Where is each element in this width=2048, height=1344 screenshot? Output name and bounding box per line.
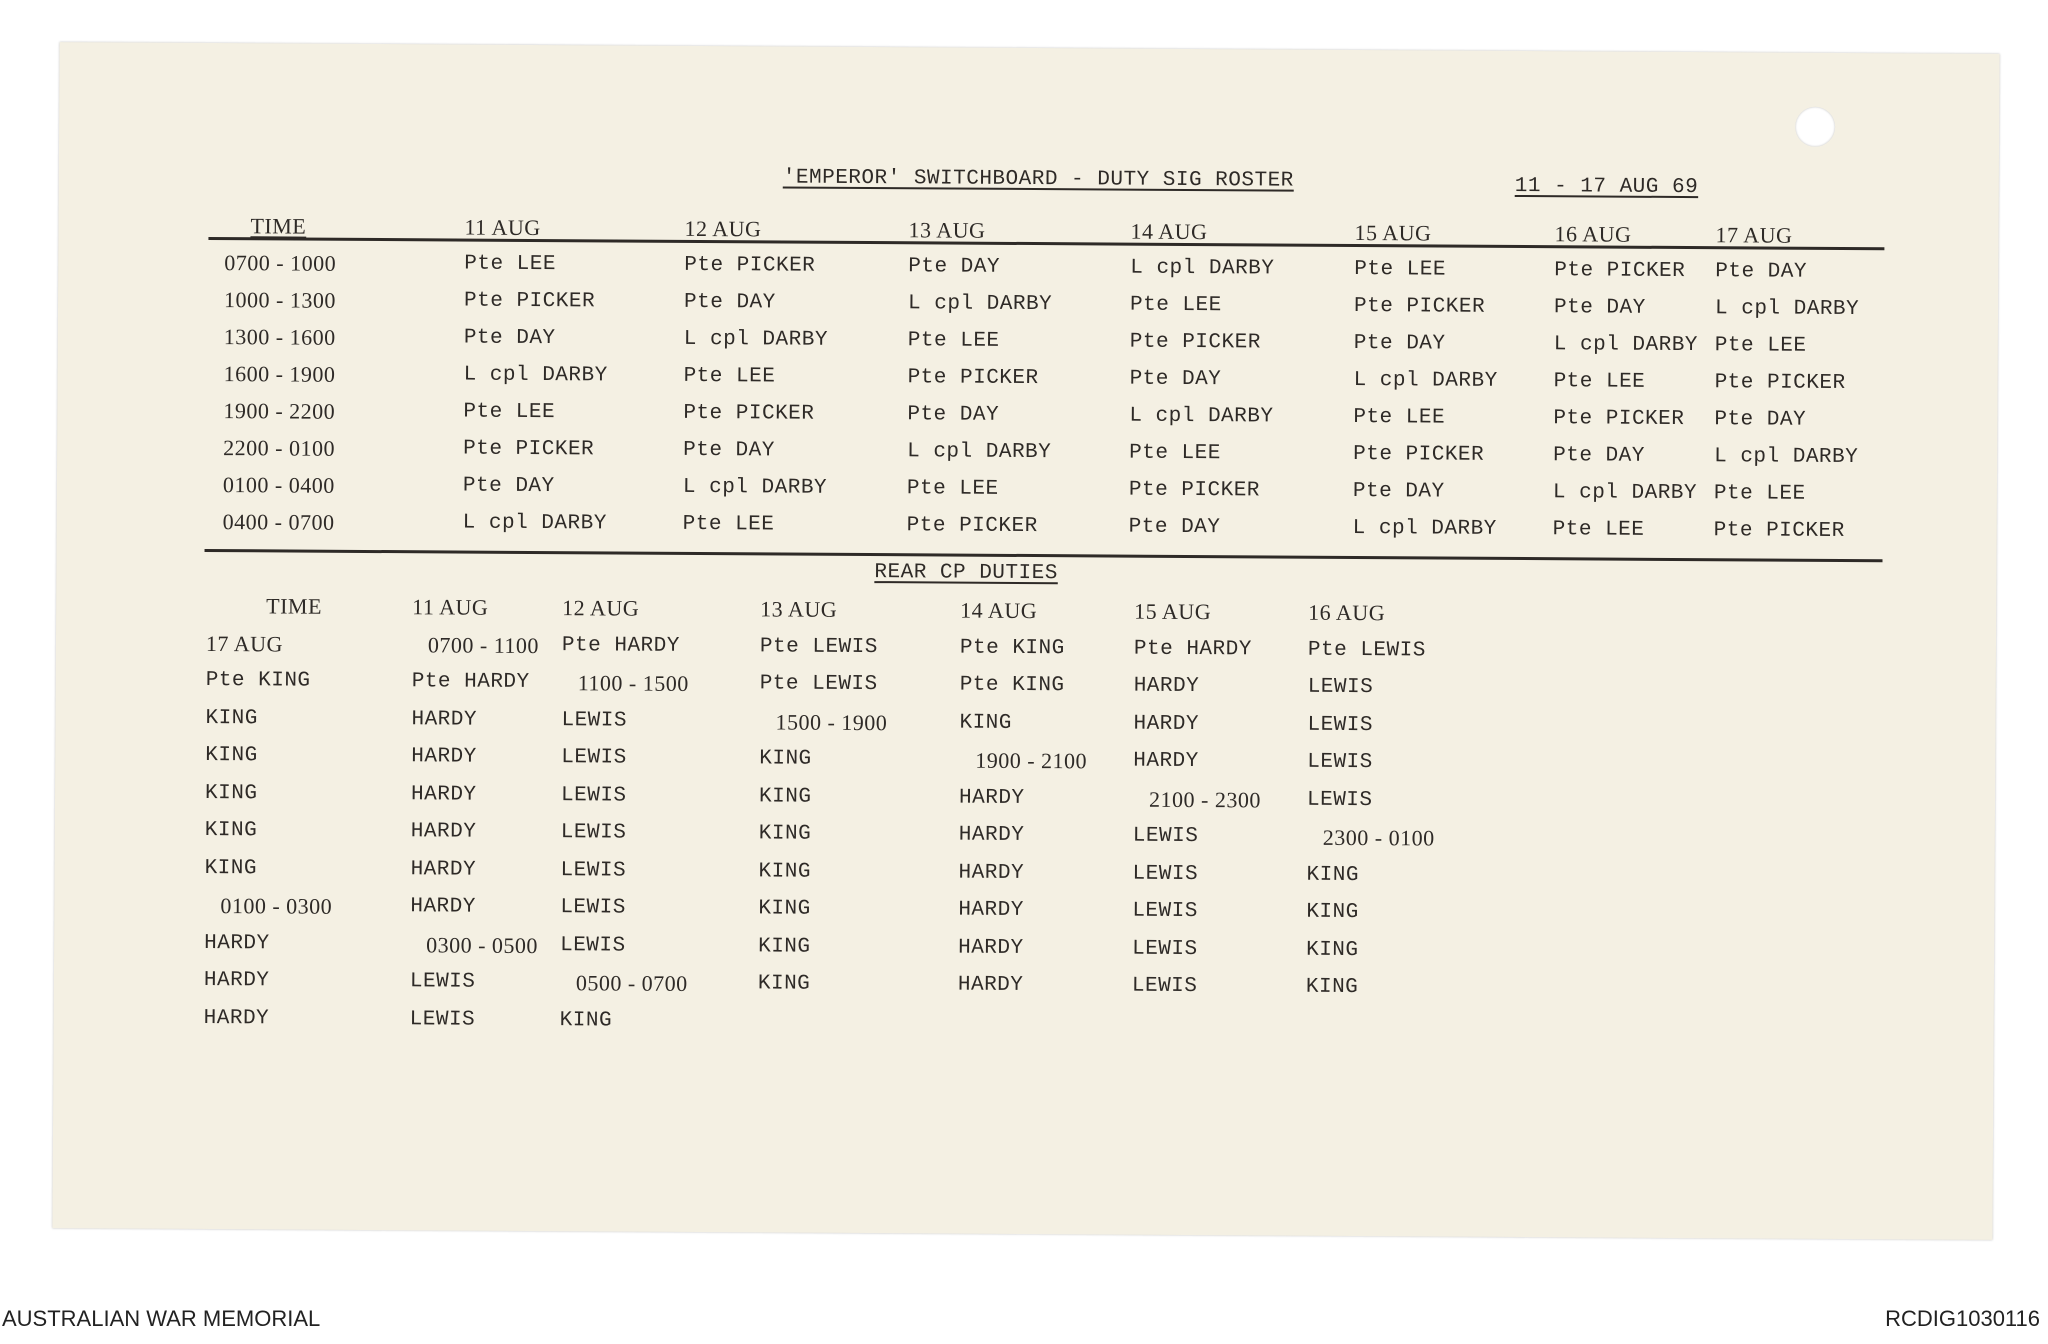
rear-cp-table [204,587,1483,1045]
date-column-header: 13 AUG [908,217,986,243]
rear-cp-title: REAR CP DUTIES [874,561,1058,586]
roster-row-time: 1300 - 1600 [223,324,336,350]
document-page [52,42,1999,1240]
roster-row-cell: Pte PICKER [684,253,816,278]
rear-cp-row-cell: LEWIS [1131,974,1198,999]
roster-row-time: 1900 - 2200 [223,398,336,424]
time-column-header: TIME [250,213,307,239]
rear-cp-row-cell: KING [204,781,258,805]
roster-row-cell: Pte LEE [1713,482,1806,506]
roster-row-cell: Pte LEE [1129,293,1222,318]
date-column-header: 17 AUG [205,630,284,656]
roster-row-time: 2200 - 0100 [223,435,336,461]
roster-row-cell: Pte PICKER [463,289,596,314]
rear-cp-row-cell: LEWIS [560,933,626,958]
date-column-header: 12 AUG [684,215,762,242]
roster-row-cell: Pte DAY [683,290,776,315]
roster-row-cell: L cpl DARBY [1130,256,1275,281]
roster-row-cell: Pte PICKER [683,401,815,426]
roster-row-cell: Pte DAY [1714,408,1807,432]
punch-hole [1795,107,1835,147]
date-column-header: 11 AUG [412,594,489,620]
roster-row-cell: Pte DAY [1128,515,1221,540]
roster-row-cell: L cpl DARBY [1714,297,1860,322]
roster-row-cell: L cpl DARBY [682,475,828,500]
rear-cp-row-cell: HARDY [958,936,1024,960]
roster-row-time: 1000 - 1300 [223,287,336,313]
roster-row-cell: Pte LEE [1354,257,1447,282]
rear-cp-row-time: 0500 - 0700 [575,970,688,996]
roster-row-cell: Pte PICKER [1353,442,1485,467]
rear-cp-row-time: 0700 - 1100 [427,631,540,658]
rear-cp-row-cell: KING [205,706,259,730]
roster-row-cell: Pte LEE [463,400,556,425]
roster-row-cell: Pte DAY [462,474,555,499]
rear-cp-row-cell: KING [758,859,812,884]
rear-cp-row-cell: HARDY [411,745,477,769]
date-column-header: 13 AUG [760,596,838,622]
rear-cp-row-cell: LEWIS [409,1007,476,1032]
roster-row-cell: Pte PICKER [463,437,595,462]
roster-row-cell: L cpl DARBY [1129,404,1274,429]
rear-cp-row-time: 2300 - 0100 [1322,824,1435,851]
roster-row-cell: Pte DAY [463,326,556,351]
document-title: 'EMPEROR' SWITCHBOARD - DUTY SIG ROSTER [782,166,1294,193]
rear-cp-row-cell: LEWIS [1307,675,1374,700]
roster-row-cell: L cpl DARBY [683,327,829,352]
rear-cp-row-cell: KING [759,747,812,771]
roster-row-cell: Pte LEE [682,512,775,537]
date-column-header: 16 AUG [1554,221,1632,247]
roster-row-cell: L cpl DARBY [1552,481,1698,506]
rear-cp-row-cell: KING [1306,938,1359,962]
rear-cp-row-cell: HARDY [1133,712,1200,736]
rear-cp-row-cell: Pte HARDY [411,670,530,694]
rear-cp-row-cell: HARDY [958,786,1025,810]
date-column-header: 15 AUG [1354,219,1432,246]
roster-row-cell: Pte PICKER [1713,519,1845,543]
roster-row-cell: L cpl DARBY [907,440,1052,465]
roster-row-cell: Pte PICKER [907,366,1039,391]
rear-cp-row-cell: LEWIS [1307,713,1374,737]
roster-row-cell: Pte LEE [907,329,1000,353]
rear-cp-row-cell: LEWIS [561,746,627,770]
rear-cp-row-cell: HARDY [204,931,270,955]
rear-cp-row-cell: Pte HARDY [561,633,680,658]
rear-cp-row-cell: HARDY [958,861,1025,885]
date-column-header: 17 AUG [1715,222,1793,248]
roster-row-time: 0700 - 1000 [224,250,337,276]
rear-cp-row-time: 1500 - 1900 [775,708,888,735]
rear-cp-row-cell: Pte LEWIS [759,634,878,659]
date-column-header: 15 AUG [1134,598,1212,625]
rear-cp-row-cell: KING [204,818,258,843]
rear-cp-row-cell: Pte LEWIS [1307,638,1426,662]
rear-cp-row-cell: LEWIS [560,783,627,808]
rear-cp-row-time: 0100 - 0300 [220,893,333,919]
date-column-header: 12 AUG [562,595,640,621]
roster-row-cell: Pte DAY [683,438,775,463]
roster-row-cell: Pte LEE [906,477,999,501]
rear-cp-row-cell: HARDY [958,898,1024,922]
rear-cp-row-cell: KING [758,784,812,809]
rear-cp-row-cell: KING [758,934,811,959]
roster-row-cell: L cpl DARBY [463,363,608,388]
rear-cp-row-cell: KING [959,711,1012,735]
rear-cp-row-cell: HARDY [1133,674,1200,699]
roster-row-cell: Pte PICKER [1353,294,1486,319]
rear-cp-row-cell: HARDY [410,857,477,882]
roster-row-cell: L cpl DARBY [1352,516,1497,541]
rear-cp-row-cell: LEWIS [560,896,626,920]
roster-row-cell: Pte DAY [1129,367,1222,392]
roster-row-time: 0100 - 0400 [222,472,335,498]
rear-cp-row-cell: KING [559,1008,613,1032]
rear-cp-row-cell: HARDY [411,707,478,732]
roster-row-cell: Pte LEE [1129,441,1221,466]
rear-cp-row-cell: LEWIS [409,970,476,994]
rear-cp-row-cell: HARDY [203,968,270,993]
rear-cp-row-cell: HARDY [410,782,477,807]
rear-cp-row-cell: HARDY [1133,749,1199,774]
roster-row-time: 1600 - 1900 [223,361,336,387]
date-column-header: 14 AUG [1130,218,1208,245]
rear-cp-row-time: 2100 - 2300 [1148,786,1261,812]
footer-source: AUSTRALIAN WAR MEMORIAL [2,1306,321,1331]
rear-cp-row-time: 1900 - 2100 [975,747,1088,774]
rear-cp-row-cell: HARDY [957,973,1024,997]
rear-cp-row-cell: LEWIS [560,821,627,845]
duty-roster-table [207,207,1876,550]
roster-row-cell: Pte DAY [908,255,1001,279]
time-column-header: TIME [266,593,323,619]
rear-cp-row-cell: HARDY [410,895,476,919]
roster-row-cell: Pte LEE [1552,518,1645,542]
rear-cp-row-cell: LEWIS [561,708,628,733]
rear-cp-row-cell: KING [1306,863,1360,887]
rear-cp-row-cell: LEWIS [1132,937,1198,961]
rear-cp-row-time: 1100 - 1500 [577,670,689,696]
rear-cp-row-cell: HARDY [958,823,1025,847]
rear-cp-row-cell: HARDY [203,1006,270,1030]
rear-cp-row-cell: KING [757,972,811,996]
roster-row-cell: Pte PICKER [906,514,1038,539]
rear-cp-row-cell: Pte KING [959,673,1065,698]
roster-row-cell: Pte DAY [1553,296,1646,320]
rear-cp-row-cell: KING [1305,975,1359,1000]
roster-row-cell: L cpl DARBY [1353,368,1498,393]
footer-id: RCDIG1030116 [1885,1306,2040,1331]
rear-cp-row-cell: Pte HARDY [1133,637,1252,661]
rear-cp-row-time: 0300 - 0500 [426,931,539,958]
roster-row-time: 0400 - 0700 [222,509,335,535]
roster-row-cell: L cpl DARBY [462,511,607,536]
rear-cp-row-cell: KING [205,743,258,768]
roster-row-cell: Pte LEE [464,252,557,277]
roster-row-cell: L cpl DARBY [1553,333,1699,358]
date-column-header: 14 AUG [960,597,1038,624]
roster-row-cell: Pte PICKER [1714,371,1846,396]
roster-row-cell: Pte DAY [907,403,1000,427]
roster-row-cell: Pte DAY [1353,331,1446,356]
rear-cp-row-cell: LEWIS [1307,750,1373,775]
roster-row-cell: Pte PICKER [1553,407,1685,432]
rear-cp-row-cell: KING [1306,900,1359,925]
roster-row-cell: L cpl DARBY [907,292,1053,317]
rear-cp-row-cell: Pte LEWIS [759,672,878,697]
rear-cp-row-cell: LEWIS [1132,899,1198,924]
roster-row-cell: Pte DAY [1715,260,1808,284]
rear-cp-row-cell: HARDY [410,820,477,844]
roster-row-cell: Pte LEE [1353,405,1446,430]
roster-row-cell: Pte PICKER [1129,330,1261,355]
roster-row-cell: L cpl DARBY [1714,445,1859,470]
rear-cp-row-cell: KING [204,856,258,880]
roster-row-cell: Pte PICKER [1128,478,1261,503]
roster-row-cell: Pte PICKER [1554,259,1686,284]
roster-row-cell: Pte LEE [1714,334,1807,358]
rear-cp-row-cell: LEWIS [1132,824,1199,849]
rear-cp-row-cell: KING [758,822,812,846]
rear-cp-row-cell: KING [758,897,811,921]
section-rule [205,549,1883,562]
rear-cp-row-cell: Pte KING [205,668,311,693]
rear-cp-row-cell: LEWIS [560,858,627,883]
date-range: 11 - 17 AUG 69 [1514,174,1699,200]
rear-cp-row-cell: LEWIS [1132,862,1199,886]
rear-cp-row-cell: LEWIS [1306,788,1373,812]
date-column-header: 16 AUG [1308,599,1386,626]
date-column-header: 11 AUG [464,214,541,241]
rear-cp-row-cell: Pte KING [959,636,1065,660]
roster-row-cell: Pte DAY [1553,444,1645,468]
roster-row-cell: Pte LEE [1553,370,1646,394]
roster-row-cell: Pte LEE [683,364,776,389]
roster-row-cell: Pte DAY [1352,479,1445,504]
